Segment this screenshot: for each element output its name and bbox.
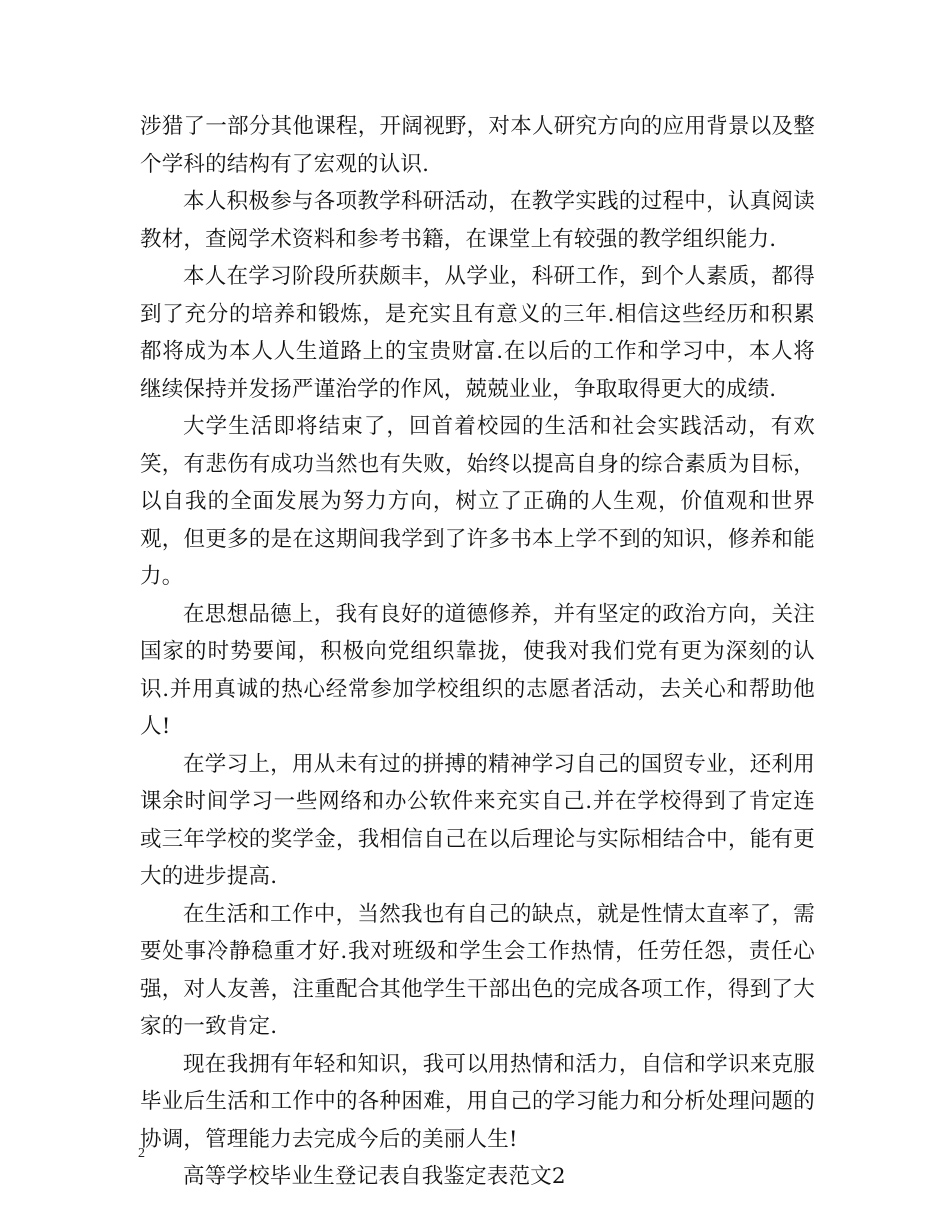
paragraph-8: 现在我拥有年轻和知识，我可以用热情和活力，自信和学识来克服毕业后生活和工作中的各种困难，用自己的学习能力和分析处理问题的协调，管理能力去完成今后的美丽人生!: [140, 1051, 815, 1152]
document-body: [140, 108, 815, 1196]
paragraph-1: 涉猎了一部分其他课程，开阔视野，对本人研究方向的应用背景以及整个学科的结构有了宏观的认识.: [140, 114, 815, 177]
paragraph-2: 本人积极参与各项教学科研活动，在教学实践的过程中，认真阅读教材，查阅学术资料和参考书籍，在课堂上有较强的教学组织能力.: [140, 189, 815, 252]
page-number: 2: [138, 1146, 145, 1161]
paragraph-4: 大学生活即将结束了，回首着校园的生活和社会实践活动，有欢笑，有悲伤有成功当然也有失败，始终以提高自身的综合素质为目标，以自我的全面发展为努力方向，树立了正确的人生观，价值观和世界观，但更多的是在这期间我学到了许多书本上学不到的知识，修养和能力。: [140, 414, 815, 589]
section-title-line: 高等学校毕业生登记表自我鉴定表范文2: [183, 1164, 566, 1189]
paragraph-7: 在生活和工作中，当然我也有自己的缺点，就是性情太直率了，需要处事冷静稳重才好.我对班级和学生会工作热情，任劳任怨，责任心强，对人友善，注重配合其他学生干部出色的完成各项工作，得到了大家的一致肯定.: [140, 901, 815, 1039]
paragraph-6: 在学习上，用从未有过的拼搏的精神学习自己的国贸专业，还利用课余时间学习一些网络和办公软件来充实自己.并在学校得到了肯定连或三年学校的奖学金，我相信自己在以后理论与实际相结合中，能有更大的进步提高.: [140, 751, 815, 889]
paragraph-3: 本人在学习阶段所获颇丰，从学业，科研工作，到个人素质，都得到了充分的培养和锻炼，是充实且有意义的三年.相信这些经历和积累都将成为本人人生道路上的宝贵财富.在以后的工作和学习中，本人将继续保持并发扬严谨治学的作风，兢兢业业，争取取得更大的成绩.: [140, 264, 815, 402]
paragraph-5: 在思想品德上，我有良好的道德修养，并有坚定的政治方向，关注国家的时势要闻，积极向党组织靠拢，使我对我们党有更为深刻的认识.并用真诚的热心经常参加学校组织的志愿者活动，去关心和帮助他人!: [140, 601, 815, 739]
